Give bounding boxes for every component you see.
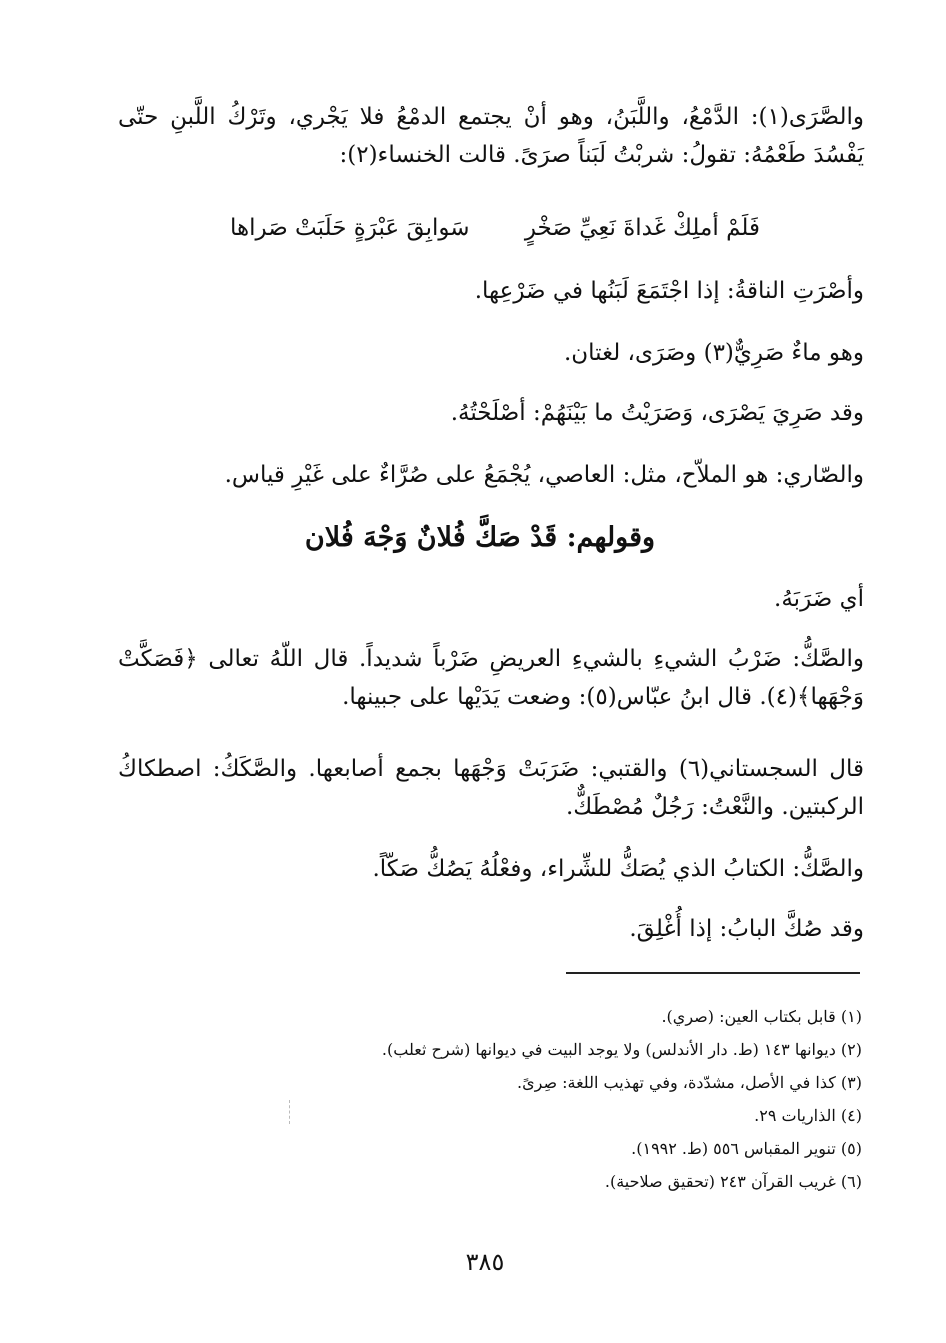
verse-first-hemistich: فَلَمْ أملِكْ غَداةَ نَعِيِّ صَخْرٍ <box>524 215 760 241</box>
paragraph-sari <box>118 456 864 494</box>
paragraph-text: والصَّرَى(١): الدَّمْعُ، واللَّبَنُ، وهو أنْ يجتمع الدمْعُ فلا يَجْري، وتَرْكُ اللَّبنِ حتّى يَفْسُدَ طَعْمُهُ: تقولُ: شربْتُ لَبَناً صرَىً. قالت الخنساء(٢): <box>118 104 864 168</box>
verse-second-hemistich: سَوابِقَ عَبْرَةٍ حَلَبَتْ صَراها <box>230 215 470 241</box>
paragraph-sukka-bab <box>118 910 864 948</box>
paragraph-text: قال السجستاني(٦) والقتبي: ضَرَبَتْ وَجْهَها بجمع أصابعها. والصَّكَكُ: اصطكاكُ الركبتين. والنَّعْتُ: رَجُلٌ مُصْطَكٌّ. <box>118 756 864 820</box>
margin-mark <box>289 1100 290 1124</box>
paragraph-text: أي ضَرَبَهُ. <box>774 586 864 612</box>
footnote-2: (٢) ديوانها ١٤٣ (ط. دار الأندلس) ولا يوجد البيت في ديوانها (شرح ثعلب). <box>381 1040 862 1059</box>
paragraph-asrat <box>118 272 864 310</box>
paragraph-sakk-definition <box>118 640 864 716</box>
paragraph-text: وهو ماءٌ صَرِيٌّ(٣) وصَرَى، لغتان. <box>563 340 864 366</box>
paragraph-text: وقد صَرِيَ يَصْرَى، وَصَرَيْتُ ما بَيْنَهُمْ: أصْلَحْتُهُ. <box>450 400 864 426</box>
footnote-6: (٦) غريب القرآن ٢٤٣ (تحقيق صلاحية). <box>604 1172 862 1191</box>
page-number: ٣٨٥ <box>465 1248 505 1276</box>
paragraph-maa-sari <box>118 334 864 372</box>
paragraph-darabahu <box>118 580 864 618</box>
paragraph-sariya <box>118 394 864 432</box>
paragraph-text: والصَّكُّ: ضَرْبُ الشيءِ بالشيءِ العريضِ ضَرْباً شديداً. قال اللّهُ تعالى ﴿فَصَكَّتْ وَجْهَها﴾(٤). قال ابنُ عبّاس(٥): وضعت يَدَيْها على جبينها. <box>118 646 864 710</box>
footnote-5: (٥) تنوير المقباس ٥٥٦ (ط. ١٩٩٢). <box>631 1139 862 1158</box>
paragraph-text: وأصْرَتِ الناقةُ: إذا اجْتَمَعَ لَبَنُها في ضَرْعِها. <box>474 278 864 304</box>
poetry-verse <box>230 206 760 250</box>
paragraph-text: وقد صُكَّ البابُ: إذا أُغْلِقَ. <box>629 916 864 942</box>
paragraph-text: والصّاري: هو الملاّح، مثل: العاصي، يُجْمَعُ على صُرَّاءٌ على غَيْرِ قياس. <box>224 462 864 488</box>
footnote-divider <box>566 972 860 974</box>
footnote-4: (٤) الذاريات ٢٩. <box>754 1106 862 1125</box>
footnote-1: (١) قابل بكتاب العين: (صري). <box>661 1007 862 1026</box>
footnote-3: (٣) كذا في الأصل، مشدّدة، وفي تهذيب اللغة: صِرىً. <box>517 1073 862 1092</box>
footnotes <box>300 1002 862 1200</box>
paragraph-sakk-kitab <box>118 850 864 888</box>
paragraph-sara-definition <box>118 98 864 174</box>
paragraph-sijistani <box>118 750 864 826</box>
section-heading: وقولهم: قَدْ صَكَّ فُلانٌ وَجْهَ فُلان <box>304 522 656 553</box>
paragraph-text: والصَّكُّ: الكتابُ الذي يُصَكُّ للشِّراء، وفعْلُهُ يَصُكُّ صَكّاً. <box>372 856 864 882</box>
